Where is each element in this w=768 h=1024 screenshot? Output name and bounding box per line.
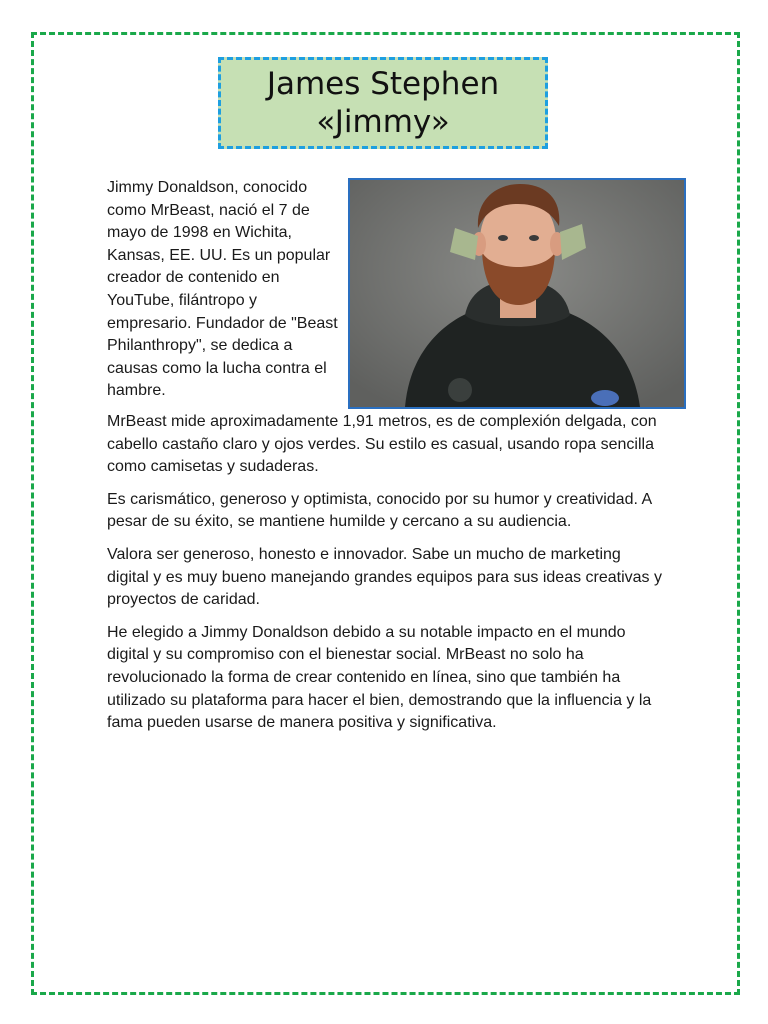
body-text <box>107 411 667 745</box>
title-box <box>218 57 548 149</box>
title-line-2: «Jimmy» <box>316 104 450 140</box>
paragraph-appearance: MrBeast mide aproximadamente 1,91 metros, es de complexión delgada, con cabello castaño claro y ojos verdes. Su estilo es casual, usando ropa sencilla como camisetas y sudaderas. <box>107 413 657 476</box>
paragraph-values: Valora ser generoso, honesto e innovador. Sabe un mucho de marketing digital y es muy bueno manejando grandes equipos para sus ideas creativas y proyectos de caridad. <box>107 545 662 609</box>
title-line-1: James Stephen <box>266 66 500 102</box>
paragraph-reason: He elegido a Jimmy Donaldson debido a su notable impacto en el mundo digital y su compromiso con el bienestar social. MrBeast no solo ha revolucionado la forma de crear contenido en línea, sino que también ha utilizado su plataforma para hacer el bien, demostrando que la influencia y la fama pueden usarse de manera positiva y significativa. <box>107 623 652 732</box>
portrait-illustration <box>350 180 684 407</box>
paragraph-personality: Es carismático, generoso y optimista, conocido por su humor y creatividad. A pesar de su éxito, se mantiene humilde y cercano a su audiencia. <box>107 490 652 531</box>
intro-paragraph: Jimmy Donaldson, conocido como MrBeast, nació el 7 de mayo de 1998 en Wichita, Kansas, EE. UU. Es un popular creador de contenido en YouTube, filántropo y empresario. Fundador de "Beast Philanthropy", se dedica a causas como la lucha contra el hambre. <box>107 179 338 400</box>
portrait-photo <box>348 178 686 409</box>
